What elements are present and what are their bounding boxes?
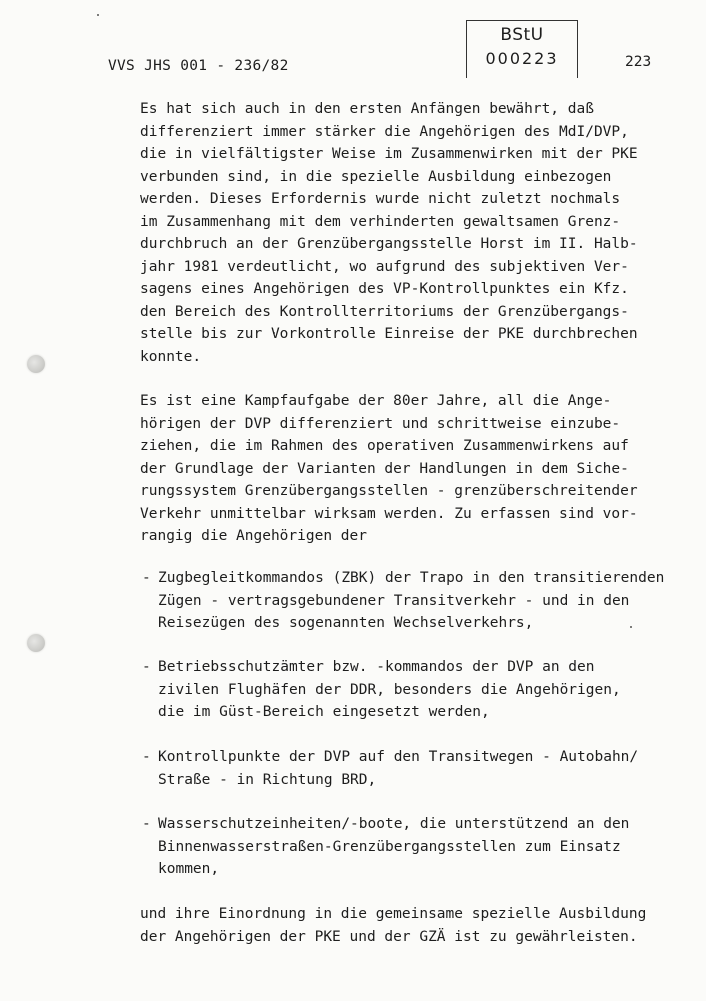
text-line: Zugbegleitkommandos (ZBK) der Trapo in den transitierenden — [158, 570, 665, 586]
list-item — [142, 813, 629, 881]
text-line: Reisezügen des sogenannten Wechselverkehrs, — [158, 615, 534, 631]
text-line: ziehen, die im Rahmen des operativen Zusammenwirkens auf — [140, 438, 629, 454]
body-paragraph — [140, 98, 638, 368]
text-line: Es ist eine Kampfaufgabe der 80er Jahre, all die Ange- — [140, 393, 612, 409]
text-line: rungssystem Grenzübergangsstellen - grenzüberschreitender — [140, 483, 638, 499]
stamp-agency: BStU — [500, 25, 544, 45]
text-line: Zügen - vertragsgebundener Transitverkehr - und in den — [158, 592, 630, 609]
punch-hole-icon — [27, 355, 45, 373]
document-reference: VVS JHS 001 - 236/82 — [108, 58, 289, 74]
text-line: durchbruch an der Grenzübergangsstelle Horst im II. Halb- — [140, 236, 638, 252]
text-line: Es hat sich auch in den ersten Anfängen bewährt, daß — [140, 101, 594, 117]
text-line: hörigen der DVP differenziert und schrittweise einzube- — [140, 415, 621, 432]
list-item — [142, 656, 621, 724]
list-marker: - — [142, 816, 151, 832]
text-line: Binnenwasserstraßen-Grenzübergangsstellen zum Einsatz — [158, 838, 621, 855]
closing-paragraph — [140, 903, 646, 948]
archive-stamp — [466, 20, 578, 78]
text-line: die in vielfältigster Weise im Zusammenwirken mit der PKE — [140, 146, 638, 162]
punch-hole-icon — [27, 634, 45, 652]
text-line: zivilen Flughäfen der DDR, besonders die Angehörigen, — [158, 681, 621, 698]
text-line: rangig die Angehörigen der — [140, 528, 367, 544]
list-marker: - — [142, 749, 151, 765]
text-line: der Grundlage der Varianten der Handlungen in dem Siche- — [140, 460, 629, 477]
text-line: Verkehr unmittelbar wirksam werden. Zu erfassen sind vor- — [140, 505, 638, 522]
text-line: der Angehörigen der PKE und der GZÄ ist zu gewährleisten. — [140, 928, 638, 945]
text-line: werden. Dieses Erfordernis wurde nicht zuletzt nochmals — [140, 191, 621, 207]
text-line: den Bereich des Kontrollterritoriums der Grenzübergangs- — [140, 303, 629, 320]
list-marker: - — [142, 659, 151, 675]
text-line: konnte. — [140, 348, 202, 365]
text-line: im Zusammenhang mit dem verhinderten gewaltsamen Grenz- — [140, 213, 621, 230]
text-line: Straße - in Richtung BRD, — [158, 771, 377, 788]
text-line: Kontrollpunkte der DVP auf den Transitwegen - Autobahn/ — [158, 749, 639, 765]
text-line: Wasserschutzeinheiten/-boote, die unterstützend an den — [158, 816, 630, 832]
text-line: Betriebsschutzämter bzw. -kommandos der DVP an den — [158, 659, 595, 675]
page-number: 223 — [625, 54, 652, 70]
text-line: differenziert immer stärker die Angehörigen des MdI/DVP, — [140, 123, 629, 140]
text-line: jahr 1981 verdeutlicht, wo aufgrund des subjektiven Ver- — [140, 258, 629, 275]
text-line: stelle bis zur Vorkontrolle Einreise der PKE durchbrechen — [140, 326, 638, 342]
list-marker: - — [142, 570, 151, 586]
text-line: und ihre Einordnung in die gemeinsame spezielle Ausbildung — [140, 906, 647, 922]
scan-speck — [97, 14, 99, 16]
body-paragraph — [140, 390, 638, 548]
list-item — [142, 746, 638, 791]
text-line: die im Güst-Bereich eingesetzt werden, — [158, 704, 490, 720]
stamp-number: 000223 — [485, 49, 559, 68]
list-item — [142, 567, 664, 635]
text-line: sagens eines Angehörigen des VP-Kontrollpunktes ein Kfz. — [140, 281, 629, 297]
text-line: verbunden sind, in die spezielle Ausbildung einbezogen — [140, 168, 612, 185]
text-line: kommen, — [158, 861, 220, 877]
